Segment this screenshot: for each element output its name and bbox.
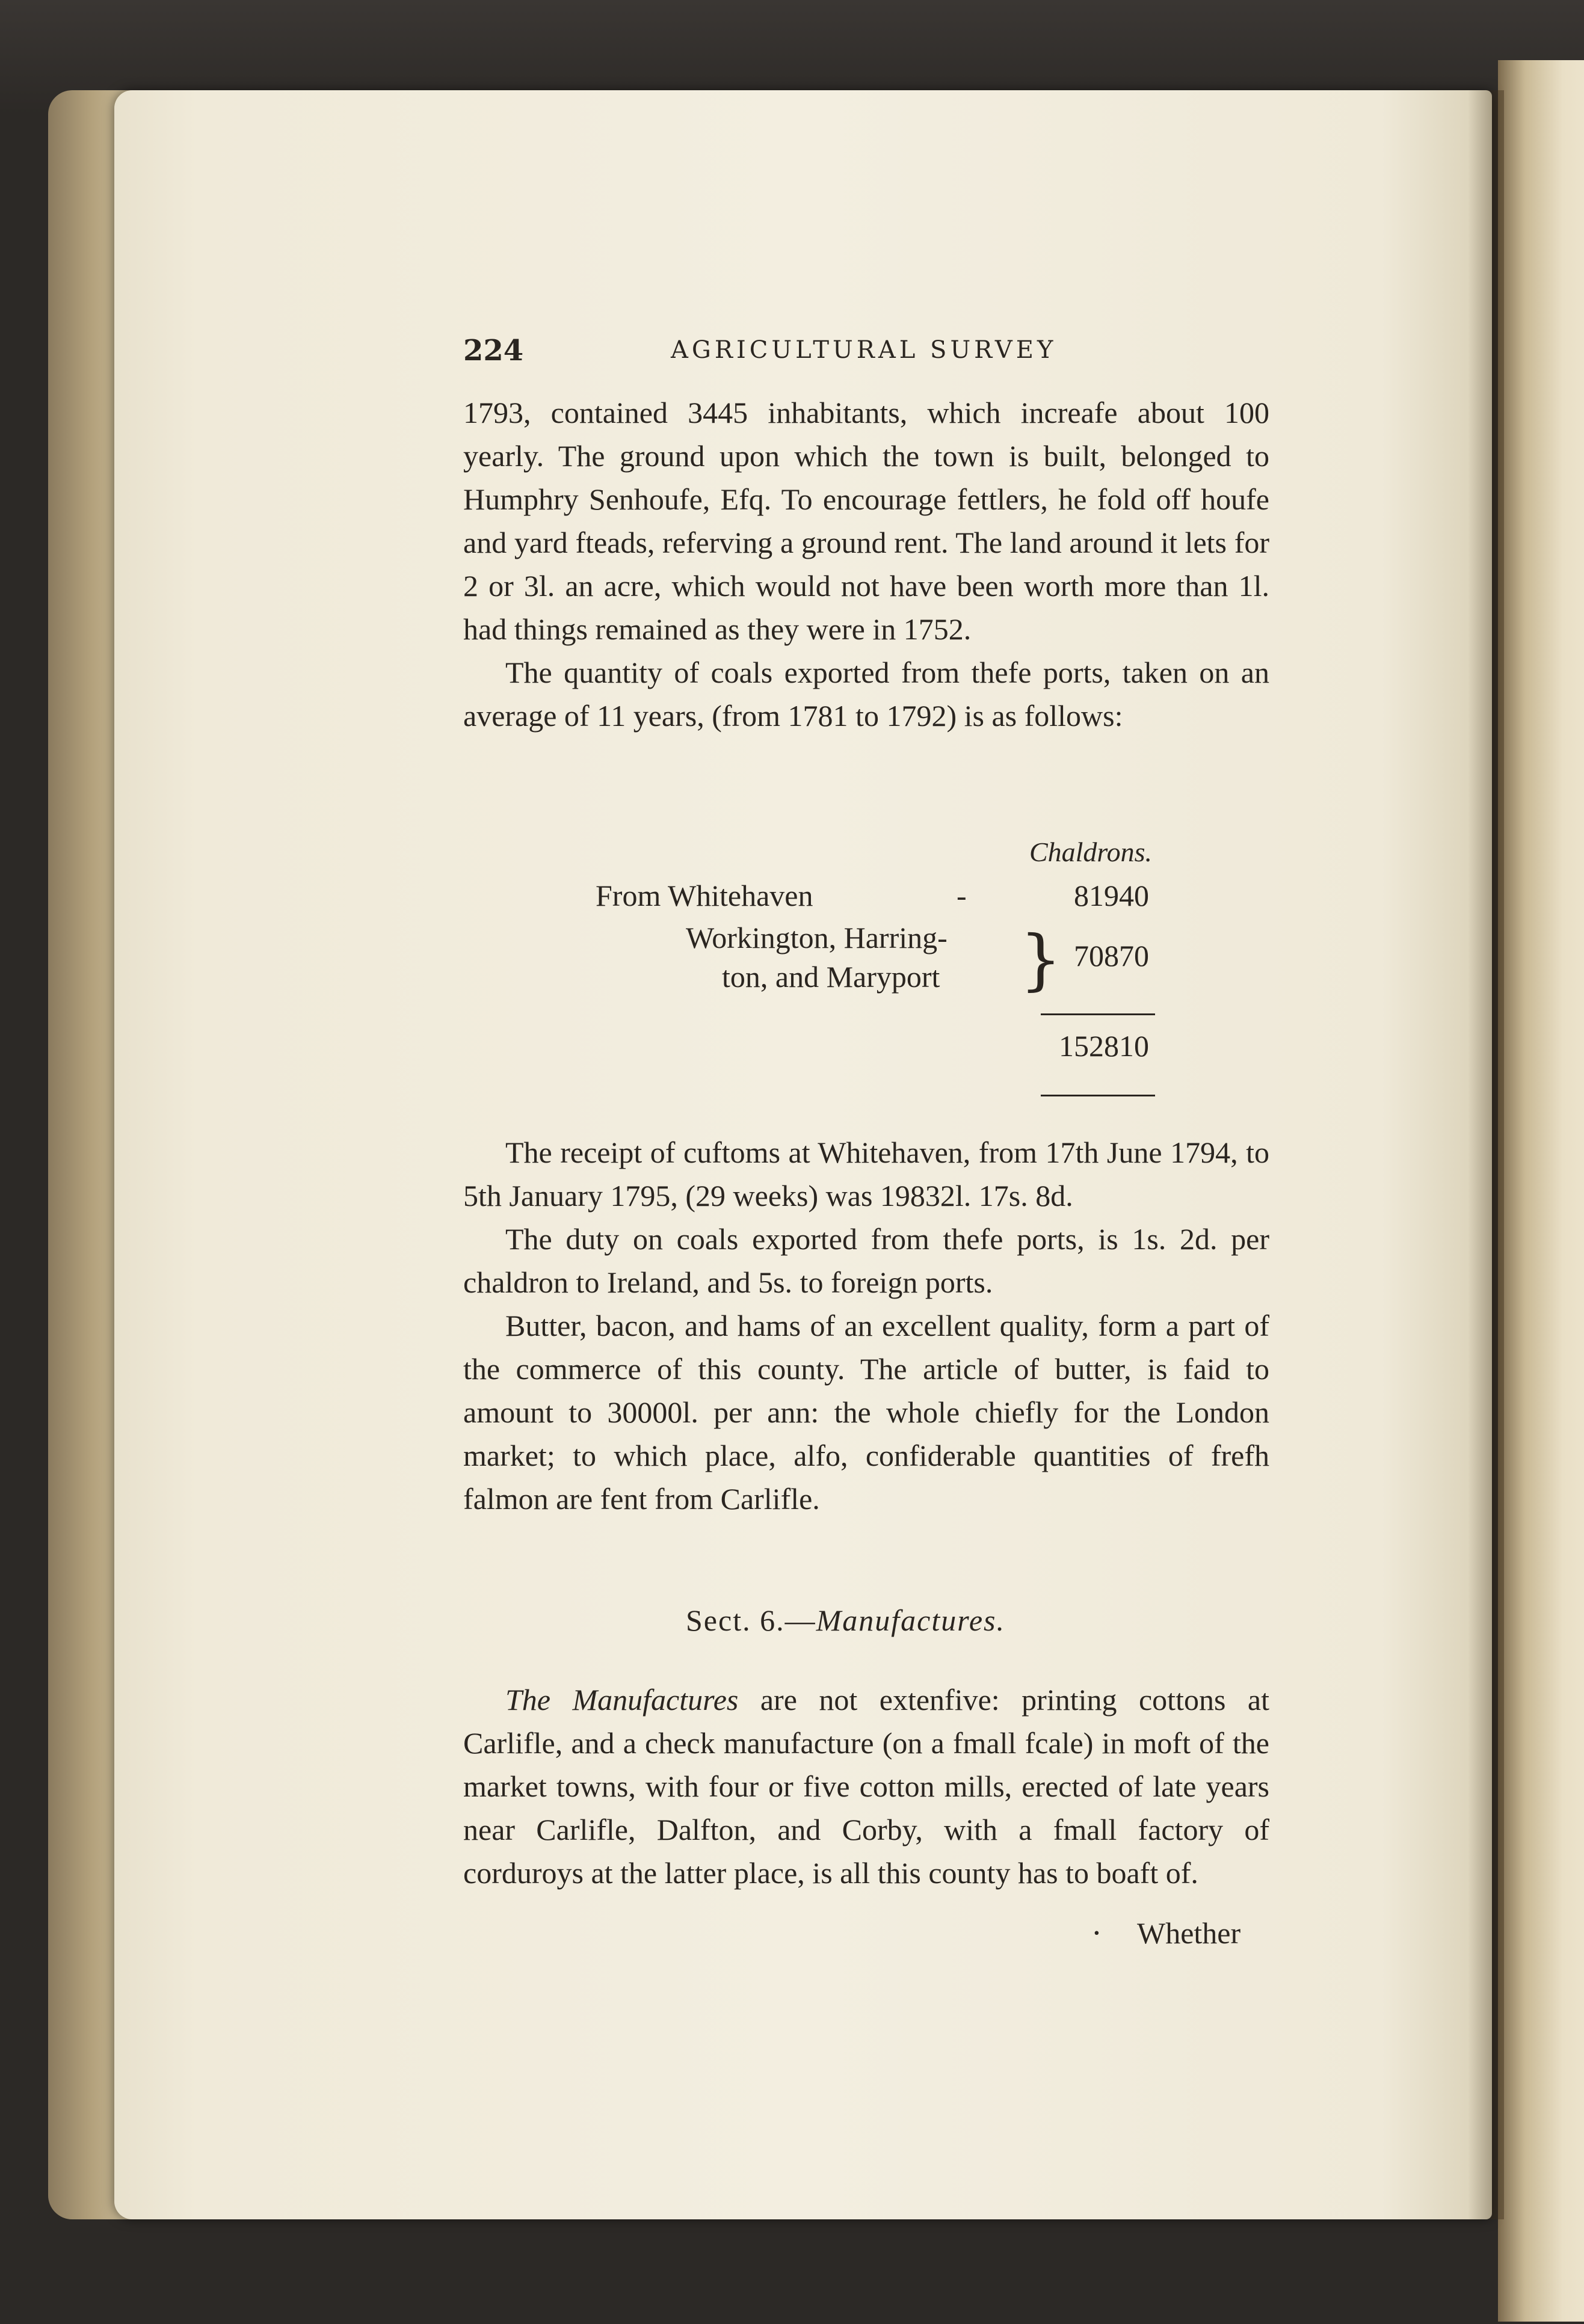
sum-rule-top [1041,1013,1155,1015]
paragraph-customs: The receipt of cuftoms at Whitehaven, from 17th June 1794, to 5th January 1795, (29 weeks) was 19832l. 17s. 8d. [463,1136,1269,1213]
text-block-middle [463,1131,1269,1520]
paragraph-butter: Butter, bacon, and hams of an excellent quality, form a part of the commerce of this county. The article of butter, is faid to amount to 30000l. per ann: the whole chiefly for the London market; to which place, alfo, confiderable quantities of frefh falmon are fent from Carlifle. [463,1309,1269,1516]
page-number: 224 [463,334,524,367]
sum-rule-bottom [1041,1095,1155,1096]
catchword: Whether [1137,1916,1241,1950]
page-header [463,334,1275,376]
row-label-workington-line1: Workington, Harring- [686,921,948,954]
coal-export-table [596,836,1173,1113]
row-value-workington: 70870 [1074,939,1149,973]
paragraph-coal-intro: The quantity of coals exported from thefe ports, taken on an average of 11 years, (from 1781 to 1792) is as follows: [463,656,1269,733]
row-label-whitehaven: From Whitehaven [596,879,813,912]
paragraph-duty: The duty on coals exported from thefe ports, is 1s. 2d. per chaldron to Ireland, and 5s. to foreign ports. [463,1222,1269,1299]
text-block-manufactures [463,1678,1269,1895]
running-head: AGRICULTURAL SURVEY [671,336,1057,364]
section-prefix: Sect. 6.— [686,1603,816,1637]
page-gutter-shadow [1468,90,1504,2219]
paragraph-manufactures [463,1678,1269,1895]
paragraph-population: 1793, contained 3445 inhabitants, which increafe about 100 yearly. The ground upon which the town is built, belonged to Humphry Senhoufe, Efq. To encourage fettlers, he fold off houfe and yard fteads, referving a ground rent. The land around it lets for 2 or 3l. an acre, which would not have been worth more than 1l. had things remained as they were in 1752. [463,396,1269,646]
row-dash: - [957,879,967,912]
manufactures-lead: The Manufactures [505,1683,739,1717]
unit-heading: Chaldrons. [1029,837,1152,867]
catchword-dot: · [1092,1916,1102,1950]
section-heading [686,1603,1167,1638]
manufactures-text: are not extenfive: printing cottons at Carlifle, and a check manufacture (on a fmall fcale) in moft of the market towns, with four or five cotton mills, erected of late years near Carlifle, Dalfton, and Corby, with a fmall factory of corduroys at the latter place, is all this county has to boaft of. [463,1683,1269,1890]
facing-page-edge [1498,60,1584,2322]
total-value: 152810 [1059,1029,1149,1063]
text-block-top [463,391,1269,737]
row-value-whitehaven: 81940 [1074,879,1149,912]
right-brace-icon: } [1020,921,1062,998]
row-label-workington-line2: ton, and Maryport [722,960,940,994]
section-title: Manufactures. [816,1603,1005,1637]
